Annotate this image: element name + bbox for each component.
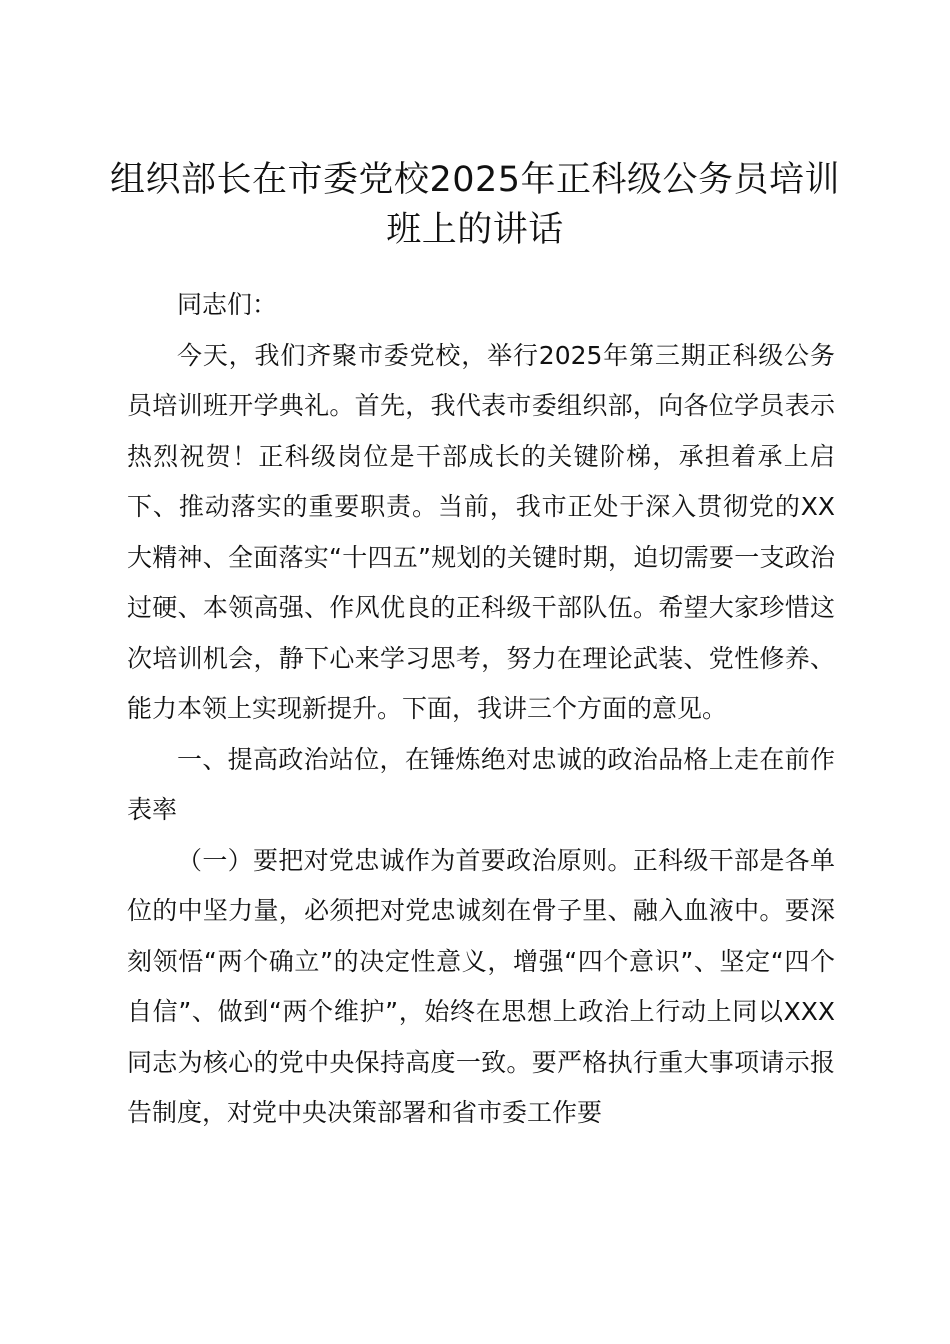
document-title: 组织部长在市委党校2025年正科级公务员培训班上的讲话 bbox=[109, 160, 841, 250]
section-heading-1: 一、提高政治站位，在锤炼绝对忠诚的政治品格上走在前作表率 bbox=[127, 744, 835, 824]
subsection-paragraph-1: （一）要把对党忠诚作为首要政治原则。正科级干部是各单位的中坚力量，必须把对党忠诚刻在骨子里、融入血液中。要深刻领悟“两个确立”的决定性意义，增强“四个意识”、坚定“四个自信”、做到“两个维护”，始终在思想上政治上行动上同以XXX同志为核心的党中央保持高度一致。要严格执行重大事项请示报告制度，对党中央决策部署和省市委工作要 bbox=[127, 845, 835, 1127]
opening-paragraph: 今天，我们齐聚市委党校，举行2025年第三期正科级公务员培训班开学典礼。首先，我代表市委组织部，向各位学员表示热烈祝贺！正科级岗位是干部成长的关键阶梯，承担着承上启下、推动落实的重要职责。当前，我市正处于深入贯彻党的XX大精神、全面落实“十四五”规划的关键时期，迫切需要一支政治过硬、本领高强、作风优良的正科级干部队伍。希望大家珍惜这次培训机会，静下心来学习思考，努力在理论武装、党性修养、能力本领上实现新提升。下面，我讲三个方面的意见。 bbox=[127, 340, 835, 723]
document-body bbox=[127, 280, 835, 1139]
salutation: 同志们： bbox=[177, 290, 278, 319]
